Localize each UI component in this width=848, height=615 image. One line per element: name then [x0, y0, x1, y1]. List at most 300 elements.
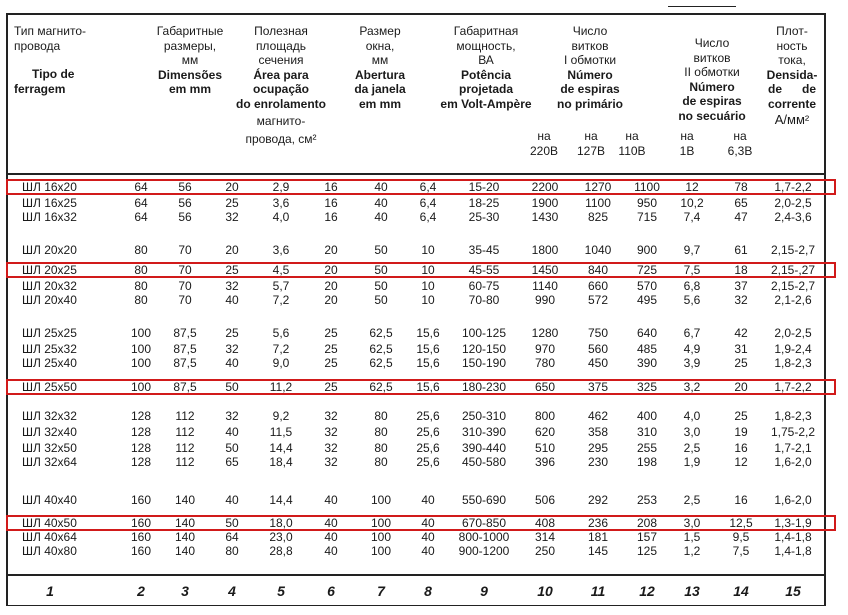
- table-cell: 10: [421, 263, 435, 277]
- table-cell: 1,9-2,4: [774, 342, 812, 356]
- table-cell: 9,7: [683, 243, 701, 257]
- row-type-label: ШЛ 25x50: [22, 380, 77, 394]
- table-cell: 32: [225, 279, 239, 293]
- table-cell: 1,5: [683, 530, 701, 544]
- column-number: 2: [137, 583, 145, 599]
- table-cell: 900: [636, 243, 658, 257]
- table-cell: 16: [324, 180, 338, 194]
- table-cell: 11,2: [269, 380, 293, 394]
- table-cell: 1,8-2,3: [774, 356, 812, 370]
- column-number: 4: [228, 583, 236, 599]
- table-cell: 45-55: [468, 263, 500, 277]
- table-cell: 6,8: [683, 279, 701, 293]
- table-cell: 50: [374, 263, 388, 277]
- table-cell: 10: [421, 279, 435, 293]
- table-cell: 112: [175, 441, 195, 455]
- table-cell: 80: [374, 455, 388, 469]
- table-cell: 198: [636, 455, 658, 469]
- table-cell: 70-80: [468, 293, 500, 307]
- table-cell: 1800: [531, 243, 559, 257]
- table-cell: 4,0: [272, 210, 290, 224]
- table-cell: 390-440: [461, 441, 507, 455]
- table-cell: 1040: [584, 243, 612, 257]
- sub-6-3v: на 6,3В: [727, 129, 753, 158]
- column-number: 10: [537, 583, 553, 599]
- table-cell: 80: [134, 293, 148, 307]
- table-cell: 358: [587, 425, 609, 439]
- column-number: 1: [46, 583, 54, 599]
- table-cell: 50: [374, 243, 388, 257]
- column-number: 15: [785, 583, 801, 599]
- table-cell: 160: [130, 516, 152, 530]
- table-cell: 10: [421, 243, 435, 257]
- table-cell: 145: [587, 544, 609, 558]
- header-dimensions: Габаритные размеры, мм Dimensões em mm: [156, 24, 224, 96]
- table-cell: 485: [636, 342, 658, 356]
- table-cell: 100: [370, 544, 392, 558]
- table-cell: 80: [374, 409, 388, 423]
- table-cell: 23,0: [269, 530, 293, 544]
- table-cell: 50: [374, 293, 388, 307]
- row-type-label: ШЛ 20x40: [22, 293, 77, 307]
- table-cell: 1,4-1,8: [774, 530, 812, 544]
- table-cell: 20: [324, 293, 338, 307]
- table-cell: 510: [534, 441, 556, 455]
- row-type-label: ШЛ 25x25: [22, 326, 77, 340]
- table-cell: 5,7: [272, 279, 290, 293]
- table-cell: 40: [225, 293, 239, 307]
- table-cell: 18,0: [269, 516, 293, 530]
- table-cell: 25,6: [416, 455, 440, 469]
- table-cell: 310: [636, 425, 658, 439]
- table-cell: 120-150: [461, 342, 507, 356]
- table-cell: 7,5: [683, 263, 701, 277]
- row-type-label: ШЛ 20x25: [22, 263, 77, 277]
- table-cell: 128: [130, 425, 152, 439]
- table-cell: 18,4: [269, 455, 293, 469]
- table-cell: 40: [421, 516, 435, 530]
- table-cell: 65: [225, 455, 239, 469]
- table-cell: 100-125: [461, 326, 507, 340]
- table-cell: 80: [374, 425, 388, 439]
- table-cell: 450: [587, 356, 609, 370]
- table-cell: 20: [225, 180, 239, 194]
- table-cell: 1100: [585, 196, 611, 210]
- table-cell: 1,2: [683, 544, 701, 558]
- table-cell: 40: [421, 530, 435, 544]
- table-cell: 462: [587, 409, 609, 423]
- table-cell: 6,4: [419, 196, 437, 210]
- table-cell: 2,4-3,6: [774, 210, 812, 224]
- table-cell: 670-850: [461, 516, 507, 530]
- table-cell: 37: [734, 279, 748, 293]
- table-cell: 140: [174, 516, 196, 530]
- table-cell: 32: [324, 455, 338, 469]
- table-cell: 100: [370, 493, 392, 507]
- table-cell: 140: [174, 544, 196, 558]
- table-cell: 65: [734, 196, 748, 210]
- table-cell: 70: [178, 293, 192, 307]
- table-cell: 15-20: [468, 180, 500, 194]
- column-number: 11: [590, 583, 606, 599]
- table-cell: 18: [734, 263, 748, 277]
- table-cell: 180-230: [461, 380, 507, 394]
- table-cell: 25-30: [468, 210, 500, 224]
- table-cell: 250: [534, 544, 556, 558]
- table-cell: 128: [130, 441, 152, 455]
- table-cell: 3,9: [683, 356, 701, 370]
- table-cell: 2,1-2,6: [774, 293, 812, 307]
- table-cell: 2,0-2,5: [774, 326, 812, 340]
- header-current-density: Плот- ность тока, Densida- de de corrente A/мм²: [766, 24, 818, 127]
- table-cell: 19: [734, 425, 748, 439]
- table-cell: 3,0: [683, 516, 701, 530]
- table-cell: 50: [225, 516, 239, 530]
- table-cell: 25: [324, 356, 338, 370]
- table-cell: 157: [636, 530, 658, 544]
- table-cell: 7,2: [272, 342, 290, 356]
- table-cell: 1900: [531, 196, 559, 210]
- table-cell: 725: [636, 263, 658, 277]
- row-type-label: ШЛ 40x64: [22, 530, 77, 544]
- row-type-label: ШЛ 40x80: [22, 544, 77, 558]
- table-cell: 62,5: [369, 342, 393, 356]
- table-cell: 825: [587, 210, 609, 224]
- sub-220v: на 220В: [529, 129, 559, 158]
- table-cell: 10,2: [680, 196, 704, 210]
- table-cell: 40: [374, 210, 388, 224]
- table-cell: 2200: [531, 180, 559, 194]
- table-cell: 25: [225, 263, 239, 277]
- table-cell: 12: [685, 180, 699, 194]
- table-cell: 62,5: [369, 356, 393, 370]
- table-cell: 20: [324, 279, 338, 293]
- column-number: 5: [277, 583, 285, 599]
- table-cell: 1,6-2,0: [774, 455, 812, 469]
- table-cell: 160: [130, 544, 152, 558]
- table-cell: 140: [174, 530, 196, 544]
- table-cell: 64: [134, 180, 148, 194]
- table-cell: 64: [134, 210, 148, 224]
- table-cell: 40: [374, 180, 388, 194]
- table-cell: 840: [587, 263, 609, 277]
- table-cell: 9,0: [272, 356, 290, 370]
- table-cell: 15,6: [416, 326, 440, 340]
- header-rule: [6, 173, 826, 175]
- table-cell: 112: [175, 425, 195, 439]
- table-cell: 3,2: [683, 380, 701, 394]
- sub-110v: на 110В: [618, 129, 646, 158]
- top-rule-short: [668, 6, 736, 7]
- table-cell: 16: [734, 493, 748, 507]
- table-cell: 4,9: [683, 342, 701, 356]
- table-cell: 50: [374, 279, 388, 293]
- table-cell: 25: [324, 326, 338, 340]
- row-type-label: ШЛ 16x25: [22, 196, 77, 210]
- table-cell: 42: [734, 326, 748, 340]
- column-number: 14: [733, 583, 749, 599]
- table-cell: 2,15-,27: [770, 263, 816, 277]
- table-cell: 15,6: [416, 380, 440, 394]
- table-cell: 2,15-2,7: [770, 243, 816, 257]
- table-cell: 61: [734, 243, 748, 257]
- table-cell: 32: [324, 441, 338, 455]
- row-type-label: ШЛ 32x32: [22, 409, 77, 423]
- table-cell: 40: [374, 196, 388, 210]
- header-power: Габаритная мощность, ВА Potência projetada em Volt-Ampère: [440, 24, 532, 111]
- table-cell: 50: [225, 441, 239, 455]
- table-cell: 2,0-2,5: [774, 196, 812, 210]
- table-cell: 780: [534, 356, 556, 370]
- table-cell: 570: [636, 279, 658, 293]
- table-cell: 715: [636, 210, 658, 224]
- header-secondary-turns: Число витков II обмотки Número de espiras no secuário: [678, 36, 746, 123]
- table-cell: 80: [134, 279, 148, 293]
- row-type-label: ШЛ 32x64: [22, 455, 77, 469]
- table-cell: 236: [587, 516, 609, 530]
- table-cell: 295: [587, 441, 609, 455]
- table-cell: 80: [225, 544, 239, 558]
- table-cell: 50: [225, 380, 239, 394]
- table-cell: 375: [587, 380, 609, 394]
- table-cell: 4,5: [272, 263, 290, 277]
- table-cell: 32: [324, 425, 338, 439]
- table-cell: 572: [587, 293, 609, 307]
- table-cell: 87,5: [173, 326, 197, 340]
- table-cell: 390: [636, 356, 658, 370]
- table-cell: 5,6: [272, 326, 290, 340]
- table-cell: 250-310: [461, 409, 507, 423]
- table-cell: 1,7-2,2: [774, 380, 812, 394]
- table-cell: 1,7-2,1: [774, 441, 812, 455]
- row-type-label: ШЛ 20x32: [22, 279, 77, 293]
- table-cell: 325: [636, 380, 658, 394]
- table-cell: 1100: [634, 180, 660, 194]
- table-cell: 2,15-2,7: [770, 279, 816, 293]
- table-cell: 80: [374, 441, 388, 455]
- sub-127v: на 127В: [576, 129, 606, 158]
- table-cell: 32: [225, 409, 239, 423]
- table-cell: 40: [324, 493, 338, 507]
- table-cell: 40: [225, 425, 239, 439]
- table-cell: 56: [178, 180, 192, 194]
- table-cell: 100: [370, 530, 392, 544]
- table-cell: 7,5: [732, 544, 750, 558]
- table-cell: 128: [130, 455, 152, 469]
- table-cell: 396: [534, 455, 556, 469]
- table-cell: 70: [178, 243, 192, 257]
- table-cell: 40: [324, 544, 338, 558]
- table-cell: 1270: [584, 180, 612, 194]
- table-cell: 292: [587, 493, 609, 507]
- table-cell: 1,9: [683, 455, 701, 469]
- table-cell: 970: [534, 342, 556, 356]
- table-cell: 20: [734, 380, 748, 394]
- table-cell: 2,5: [683, 441, 701, 455]
- table-cell: 25: [324, 380, 338, 394]
- table-cell: 2,5: [683, 493, 701, 507]
- table-cell: 14,4: [269, 493, 293, 507]
- table-cell: 12: [734, 455, 748, 469]
- table-cell: 15,6: [416, 356, 440, 370]
- table-cell: 112: [175, 455, 195, 469]
- table-cell: 181: [587, 530, 609, 544]
- row-type-label: ШЛ 32x40: [22, 425, 77, 439]
- table-cell: 208: [636, 516, 658, 530]
- column-number: 6: [327, 583, 335, 599]
- column-number: 3: [181, 583, 189, 599]
- table-cell: 160: [130, 530, 152, 544]
- column-number: 8: [424, 583, 432, 599]
- table-cell: 255: [636, 441, 658, 455]
- table-cell: 40: [324, 516, 338, 530]
- column-number: 7: [377, 583, 385, 599]
- table-cell: 408: [534, 516, 556, 530]
- table-cell: 990: [534, 293, 556, 307]
- table-cell: 28,8: [269, 544, 293, 558]
- table-cell: 25: [324, 342, 338, 356]
- table-cell: 550-690: [461, 493, 507, 507]
- table-cell: 15,6: [416, 342, 440, 356]
- table-cell: 128: [130, 409, 152, 423]
- table-cell: 506: [534, 493, 556, 507]
- table-cell: 20: [225, 243, 239, 257]
- table-cell: 2,9: [272, 180, 290, 194]
- table-cell: 40: [225, 493, 239, 507]
- table-cell: 1,7-2,2: [774, 180, 812, 194]
- table-cell: 70: [178, 279, 192, 293]
- table-cell: 25: [734, 409, 748, 423]
- table-cell: 640: [636, 326, 658, 340]
- table-cell: 1,4-1,8: [774, 544, 812, 558]
- table-cell: 56: [178, 210, 192, 224]
- row-type-label: ШЛ 25x40: [22, 356, 77, 370]
- table-cell: 25: [734, 356, 748, 370]
- table-cell: 32: [225, 342, 239, 356]
- bottom-rule: [6, 605, 826, 606]
- table-cell: 150-190: [461, 356, 507, 370]
- table-cell: 9,5: [732, 530, 750, 544]
- table-cell: 47: [734, 210, 748, 224]
- table-cell: 87,5: [173, 356, 197, 370]
- top-rule: [6, 13, 826, 15]
- table-cell: 87,5: [173, 380, 197, 394]
- table-cell: 560: [587, 342, 609, 356]
- table-cell: 3,6: [272, 243, 290, 257]
- header-primary-turns: Число витков I обмотки Número de espiras no primário: [556, 24, 623, 111]
- table-cell: 314: [534, 530, 556, 544]
- table-cell: 3,6: [272, 196, 290, 210]
- table-cell: 25,6: [416, 441, 440, 455]
- table-cell: 62,5: [369, 380, 393, 394]
- table-cell: 16: [324, 196, 338, 210]
- table-cell: 1430: [531, 210, 559, 224]
- table-cell: 32: [734, 293, 748, 307]
- table-cell: 1280: [531, 326, 559, 340]
- table-cell: 1,3-1,9: [774, 516, 812, 530]
- table-cell: 80: [134, 263, 148, 277]
- table-cell: 6,7: [683, 326, 701, 340]
- table-cell: 20: [324, 243, 338, 257]
- header-area: Полезная площадь сечения Área para ocupação do enrolamento магнито- провода, см²: [235, 24, 326, 146]
- table-cell: 7,4: [683, 210, 701, 224]
- table-cell: 64: [134, 196, 148, 210]
- column-number: 13: [684, 583, 700, 599]
- table-cell: 450-580: [461, 455, 507, 469]
- column-number: 9: [480, 583, 488, 599]
- table-cell: 6,4: [419, 180, 437, 194]
- table-cell: 78: [734, 180, 748, 194]
- table-cell: 14,4: [269, 441, 293, 455]
- table-cell: 100: [130, 380, 152, 394]
- table-cell: 64: [225, 530, 239, 544]
- table-cell: 100: [370, 516, 392, 530]
- row-type-label: ШЛ 16x20: [22, 180, 77, 194]
- column-number: 12: [639, 583, 655, 599]
- table-cell: 87,5: [173, 342, 197, 356]
- table-cell: 100: [130, 342, 152, 356]
- table-cell: 35-45: [468, 243, 500, 257]
- table-cell: 1,75-2,2: [770, 425, 816, 439]
- table-cell: 750: [587, 326, 609, 340]
- table-cell: 140: [174, 493, 196, 507]
- table-cell: 495: [636, 293, 658, 307]
- row-type-label: ШЛ 16x32: [22, 210, 77, 224]
- footer-rule: [6, 574, 826, 576]
- table-cell: 25: [225, 326, 239, 340]
- table-cell: 800: [534, 409, 556, 423]
- table-cell: 32: [324, 409, 338, 423]
- table-cell: 40: [324, 530, 338, 544]
- table-cell: 800-1000: [458, 530, 510, 544]
- table-cell: 4,0: [683, 409, 701, 423]
- table-cell: 60-75: [468, 279, 500, 293]
- table-cell: 40: [421, 544, 435, 558]
- table-cell: 5,6: [683, 293, 701, 307]
- table-cell: 18-25: [468, 196, 500, 210]
- table-cell: 12,5: [729, 516, 753, 530]
- sub-1v: на 1В: [679, 129, 695, 158]
- table-cell: 100: [130, 356, 152, 370]
- table-cell: 900-1200: [458, 544, 510, 558]
- table-cell: 620: [534, 425, 556, 439]
- row-type-label: ШЛ 32x50: [22, 441, 77, 455]
- table-cell: 1140: [532, 279, 558, 293]
- table-cell: 80: [134, 243, 148, 257]
- table-cell: 16: [324, 210, 338, 224]
- table-cell: 950: [636, 196, 658, 210]
- table-cell: 16: [734, 441, 748, 455]
- table-cell: 31: [734, 342, 748, 356]
- header-window: Размер окна, мм Abertura da janela em mm: [354, 24, 406, 111]
- row-type-label: ШЛ 25x32: [22, 342, 77, 356]
- table-cell: 3,0: [683, 425, 701, 439]
- table-cell: 10: [421, 293, 435, 307]
- table-cell: 230: [587, 455, 609, 469]
- table-cell: 112: [175, 409, 195, 423]
- table-cell: 253: [636, 493, 658, 507]
- table-cell: 56: [178, 196, 192, 210]
- table-cell: 40: [421, 493, 435, 507]
- table-cell: 25: [225, 196, 239, 210]
- table-cell: 310-390: [461, 425, 507, 439]
- table-cell: 6,4: [419, 210, 437, 224]
- row-type-label: ШЛ 40x40: [22, 493, 77, 507]
- table-cell: 100: [130, 326, 152, 340]
- table-cell: 1,6-2,0: [774, 493, 812, 507]
- table-cell: 70: [178, 263, 192, 277]
- header-type: Тип магнито- провода Tipo de ferragem: [14, 24, 86, 96]
